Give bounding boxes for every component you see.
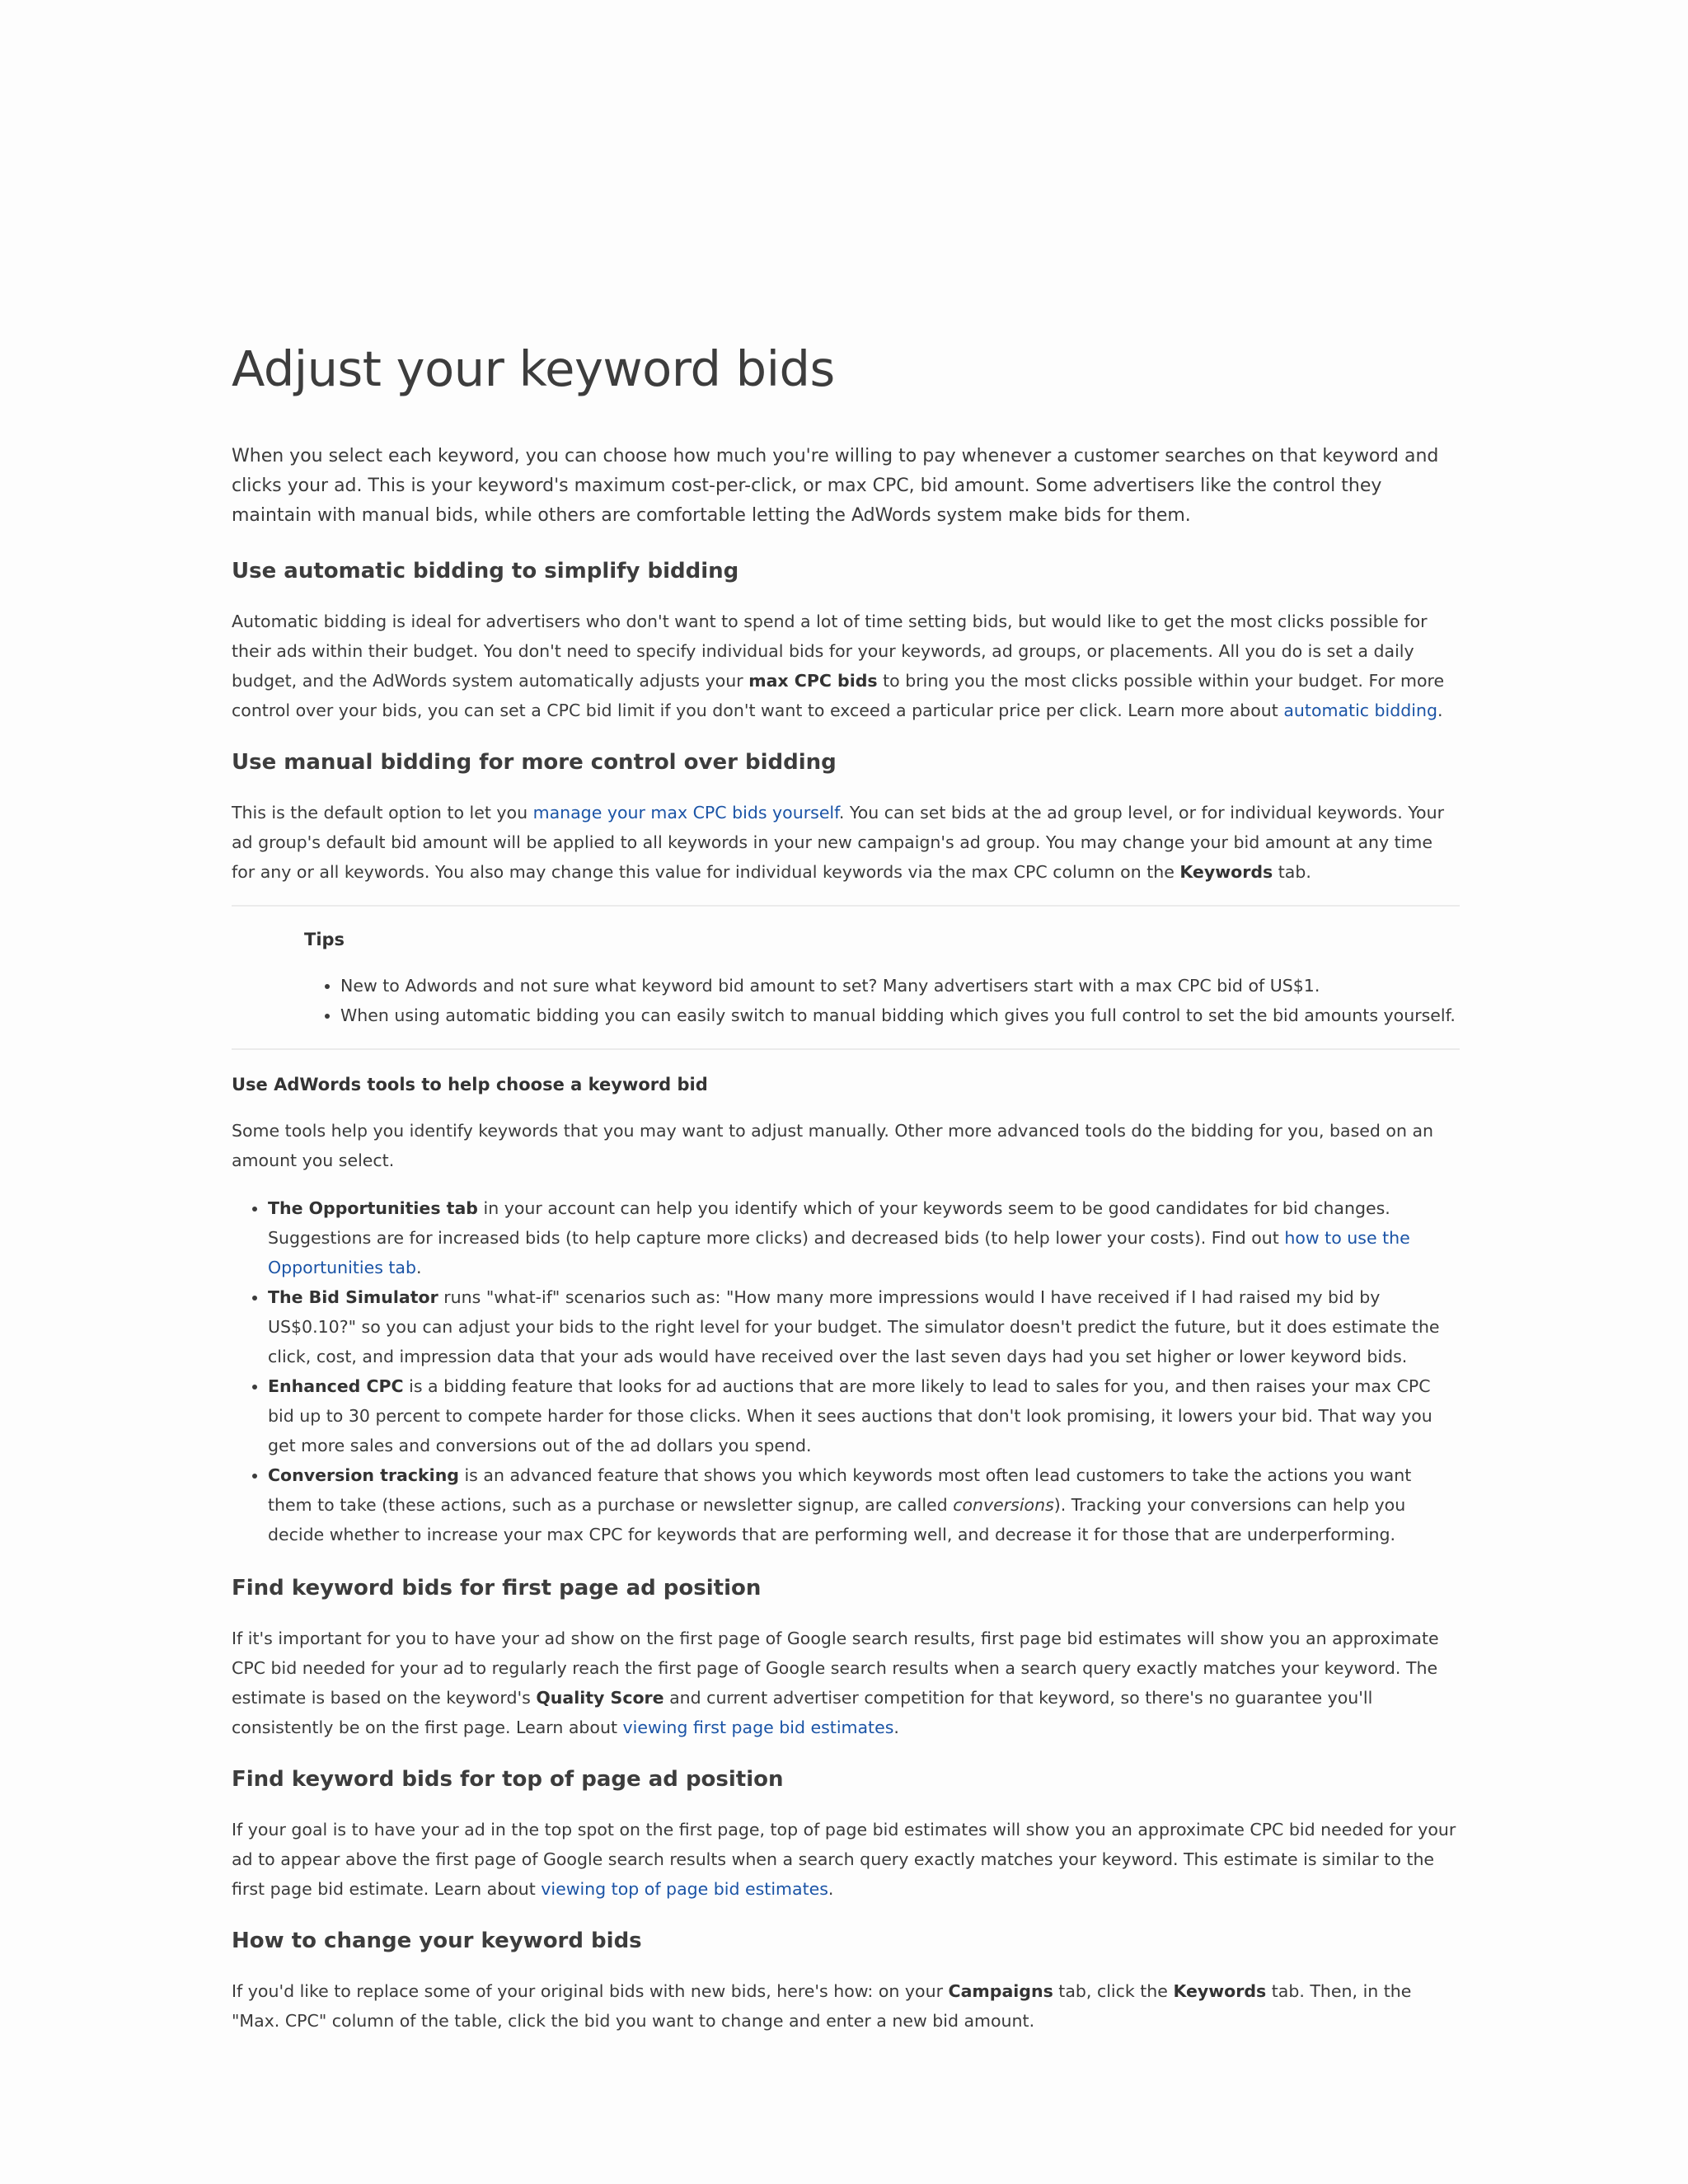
change-bids-heading: How to change your keyword bids — [232, 1929, 642, 1953]
tools-heading: Use AdWords tools to help choose a keyword bid — [232, 1075, 708, 1094]
intro-paragraph: When you select each keyword, you can choose how much you're willing to pay whenever a customer searches on that keyword and clicks your ad. This is your keyword's maximum cost-per-click, or max CPC, bid amount. Some advertisers like the control they maintain with manual bids, while others are comfortable letting the AdWords system make bids for them. — [232, 446, 1439, 526]
tools-list — [232, 1193, 1460, 1549]
text: . — [416, 1258, 422, 1277]
article — [232, 331, 1460, 2054]
top-page-paragraph — [232, 1815, 1460, 1904]
automatic-bidding-paragraph — [232, 607, 1460, 725]
opportunities-tab-link[interactable]: how to use the Opportunities tab — [268, 1228, 1410, 1277]
page-title: Adjust your keyword bids — [232, 340, 835, 397]
tips-list — [304, 971, 1460, 1030]
text: If your goal is to have your ad in the top spot on the first page, top of page bid estimates will show you an approximate CPC bid needed for your ad to appear above the first page of Google search results when a search query exactly matches your keyword. This estimate is similar to the first page bid estimate. Learn about — [232, 1820, 1456, 1899]
text: tab. — [1273, 862, 1311, 882]
italic-text: conversions — [953, 1495, 1054, 1515]
text: tab. Then, in the "Max. CPC" column of the table, click the bid you want to change and enter a new bid amount. — [232, 1981, 1412, 2031]
top-page-heading: Find keyword bids for top of page ad position — [232, 1767, 784, 1792]
tip-item: • New to Adwords and not sure what keyword bid amount to set? Many advertisers start with a max CPC bid of US$1. — [340, 971, 1460, 1001]
divider — [232, 1048, 1460, 1050]
text: and current advertiser competition for that keyword, so there's no guarantee you'll consistently be on the first page. Learn about — [232, 1688, 1373, 1737]
text: ). Tracking your conversions can help you decide whether to increase your max CPC for keywords that are performing well, and decrease it for those that are underperforming. — [268, 1495, 1406, 1544]
text: in your account can help you identify which of your keywords seem to be good candidates for bid changes. Suggestions are for increased bids (to help capture more clicks) and decreased bids (to help lower your costs). Find out — [268, 1198, 1390, 1248]
text: to bring you the most clicks possible within your budget. For more control over your bids, you can set a CPC bid limit if you don't want to exceed a particular price per click. Learn more about — [232, 671, 1445, 720]
text: This is the default option to let you — [232, 803, 533, 823]
first-page-paragraph — [232, 1624, 1460, 1742]
tip-item: • When using automatic bidding you can easily switch to manual bidding which gives you full control to set the bid amounts yourself. — [340, 1001, 1460, 1030]
bold-text: Enhanced CPC — [268, 1376, 404, 1396]
text: is an advanced feature that shows you which keywords most often lead customers to take the actions you want them to take (these actions, such as a purchase or newsletter signup, are called — [268, 1465, 1412, 1515]
tips-heading: Tips — [304, 930, 345, 949]
list-item — [268, 1282, 1460, 1371]
bold-text: The Bid Simulator — [268, 1287, 438, 1307]
bold-text: The Opportunities tab — [268, 1198, 478, 1218]
automatic-bidding-heading: Use automatic bidding to simplify bidding — [232, 559, 739, 583]
first-page-bid-link[interactable]: viewing first page bid estimates — [622, 1718, 894, 1737]
bold-text: Keywords — [1179, 862, 1273, 882]
text: If you'd like to replace some of your original bids with new bids, here's how: on your — [232, 1981, 949, 2001]
bold-text: Campaigns — [948, 1981, 1053, 2001]
text: Automatic bidding is ideal for advertisers who don't want to spend a lot of time setting bids, but would like to get the most clicks possible for their ads within their budget. You don't need to specify individual bids for your keywords, ad groups, or placements. All you do is set a daily budget, and the AdWords system automatically adjusts your — [232, 612, 1428, 691]
text: . — [893, 1718, 899, 1737]
tools-intro: Some tools help you identify keywords that you may want to adjust manually. Other more advanced tools do the bidding for you, based on an amount you select. — [232, 1121, 1434, 1170]
first-page-heading: Find keyword bids for first page ad position — [232, 1576, 762, 1601]
text: . — [1437, 701, 1443, 720]
list-item — [268, 1371, 1460, 1460]
text: tab, click the — [1053, 1981, 1174, 2001]
manage-bids-link[interactable]: manage your max CPC bids yourself — [532, 803, 839, 823]
bold-text: max CPC bids — [748, 671, 878, 691]
text: . — [828, 1879, 834, 1899]
text: . You can set bids at the ad group level, or for individual keywords. Your ad group's default bid amount will be applied to all keywords in your new campaign's ad group. You may change your bid amount at any time for any or all keywords. You also may change this value for individual keywords via the max CPC column on the — [232, 803, 1444, 882]
change-bids-paragraph — [232, 1976, 1460, 2036]
tips-box — [232, 907, 1460, 1048]
list-item — [268, 1193, 1460, 1282]
bold-text: Quality Score — [536, 1688, 664, 1708]
bold-text: Keywords — [1173, 1981, 1267, 2001]
manual-bidding-heading: Use manual bidding for more control over bidding — [232, 750, 837, 775]
manual-bidding-paragraph — [232, 798, 1460, 887]
text: is a bidding feature that looks for ad auctions that are more likely to lead to sales for you, and then raises your max CPC bid up to 30 percent to compete harder for those clicks. When it sees auctions that don't look promising, it lowers your bid. That way you get more sales and conversions out of the ad dollars you spend. — [268, 1376, 1432, 1455]
bold-text: Conversion tracking — [268, 1465, 459, 1485]
automatic-bidding-link[interactable]: automatic bidding — [1283, 701, 1437, 720]
list-item — [268, 1460, 1460, 1549]
text: If it's important for you to have your ad show on the first page of Google search results, first page bid estimates will show you an approximate CPC bid needed for your ad to regularly reach the first page of Google search results when a search query exactly matches your keyword. The estimate is based on the keyword's — [232, 1629, 1439, 1708]
top-page-bid-link[interactable]: viewing top of page bid estimates — [541, 1879, 828, 1899]
text: runs "what-if" scenarios such as: "How many more impressions would I have received if I had raised my bid by US$0.10?" so you can adjust your bids to the right level for your budget. The simulator doesn't predict the future, but it does estimate the click, cost, and impression data that your ads would have received over the last seven days had you set higher or lower keyword bids. — [268, 1287, 1440, 1366]
